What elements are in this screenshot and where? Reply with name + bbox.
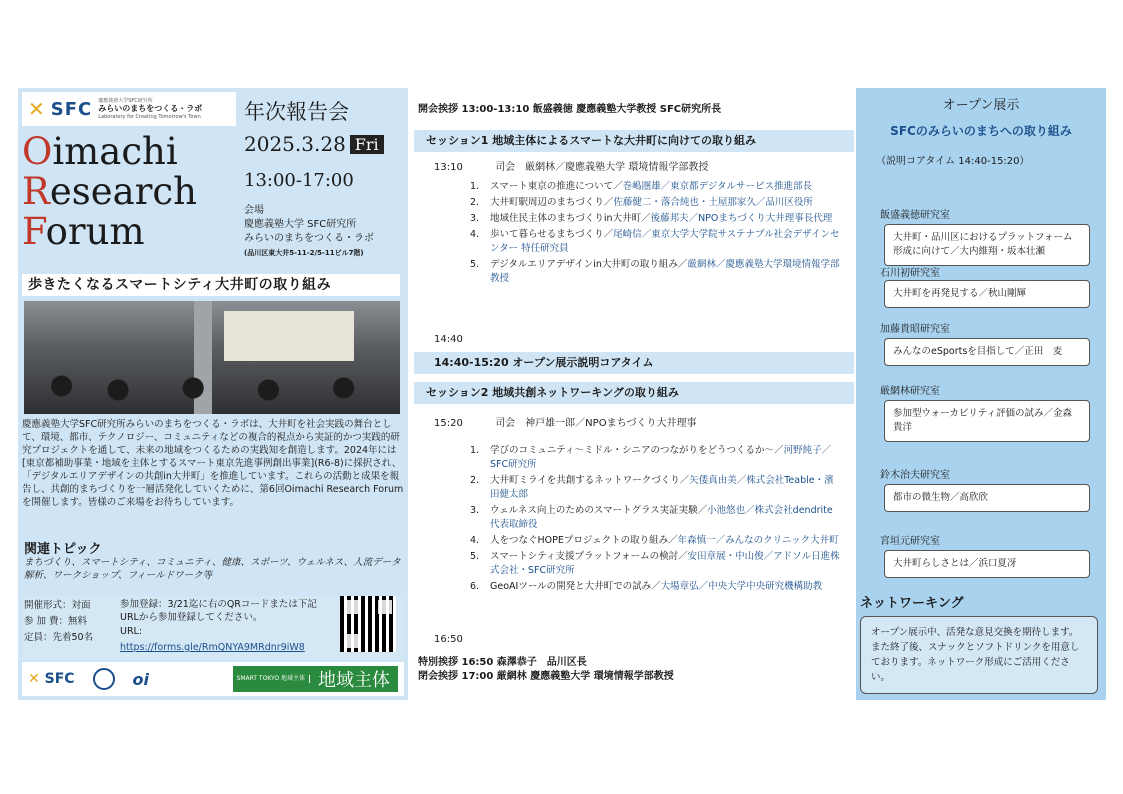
closing-remarks: 閉会挨拶 17:00 厳網林 慶應義塾大学 環境情報学部教授 [418, 671, 674, 682]
title-initial-f: F [22, 210, 46, 253]
item-speaker: 河野純子／SFC研究所 [490, 445, 832, 470]
capacity: 定員：先着50名 [24, 632, 94, 643]
session-2-end: 16:50 [434, 634, 463, 645]
item-title: 人をつなぐHOPEプロジェクトの取り組み／ [490, 535, 678, 546]
item-speaker: 小池悠也／株式会社dendrite代表取締役 [490, 505, 833, 530]
session-1-chair [434, 158, 708, 173]
lab-work: 大井町らしさとは／浜口夏冴 [884, 550, 1090, 578]
footer-oi-logo: oi [132, 669, 150, 689]
venue-block [244, 204, 374, 260]
special-remarks: 特別挨拶 16:50 森澤恭子 品川区長 [418, 657, 587, 668]
item-body [490, 534, 839, 548]
smart-tokyo-badge [233, 666, 398, 692]
networking-heading: ネットワーキング [860, 596, 964, 611]
item-body [490, 180, 812, 194]
registration-link[interactable]: https://forms.gle/RmQNYA9MRdnr9iW8 [120, 642, 305, 653]
exhibit-core-time: （説明コアタイム 14:40-15:20） [876, 156, 1030, 167]
date-value: 2025.3.28 [244, 132, 346, 156]
program-item [470, 504, 840, 532]
logo-lab-small: 慶應義塾大学SFC研究所 [98, 98, 153, 105]
program-panel [414, 88, 854, 700]
register-details [120, 598, 326, 656]
session-1-title: セッション1 地域主体によるスマートな大井町に向けての取り組み [414, 130, 854, 152]
item-title: GeoAIツールの開発と大井町での試み／ [490, 581, 661, 592]
badge-big-text: 地域主体 [318, 670, 390, 691]
item-body [490, 196, 813, 210]
session-1-chair-text: 司会 厳網林／慶應義塾大学 環境情報学部教授 [495, 162, 709, 173]
badge-small-text: SMART TOKYO 地域主体 [233, 675, 310, 683]
program-item [470, 180, 840, 194]
session-1-items [470, 180, 840, 288]
weekday-badge: Fri [350, 135, 384, 154]
description: 慶應義塾大学SFC研究所みらいのまちをつくる・ラボは、大井町を社会実践の舞台として、環境、都市、テクノロジー、コミュニティなどの複合的視点から実証的かつ実践的研究プロジェクトを通して、未来の地域をつくるための実践知を創造します。2024年には[東京都補助事業・地域を主体とするスマート東京先進事例創出事業](R6-8)に採択され、「デジタルエリアデザインの共創in大井町」を推進しています。これらの活動と成果を報告し、共創的まちづくりを一層活発化していくために、第6回Oimachi Research Forumを開催します。皆様のご来場をお待ちしています。 [22, 419, 404, 508]
logo-lab-text [98, 98, 202, 120]
item-speaker: 矢倭真由美／株式会社Teable・濱田健太郎 [490, 475, 834, 500]
venue-label: 会場 [244, 205, 264, 216]
item-body [490, 258, 840, 286]
item-speaker: 巻嶋圏雄／東京都デジタルサービス推進部長 [622, 181, 813, 192]
event-time: 13:00-17:00 [244, 170, 354, 191]
item-number: 3. [470, 213, 480, 224]
item-number: 6. [470, 581, 480, 592]
exhibit-heading: オープン展示 [942, 98, 1020, 113]
url-label: URL: [120, 626, 143, 637]
item-title: 地域住民主体のまちづくりin大井町／ [490, 213, 651, 224]
item-body [490, 550, 840, 578]
exhibit-panel [856, 88, 1106, 700]
session-1-start: 13:10 [434, 162, 463, 173]
lab-work: 大井町・品川区におけるプラットフォーム形成に向けて／大内維翔・坂本壮瀬 [884, 224, 1090, 266]
logo-sfc-text: SFC [50, 98, 93, 120]
item-number: 2. [470, 475, 480, 486]
item-speaker: 佐藤健二・落合純也・土屋那家久／品川区役所 [613, 197, 813, 208]
footer-sfc-logo: ✕ SFC [28, 671, 75, 687]
open-core-time: 14:40-15:20 オープン展示説明コアタイム [414, 352, 854, 374]
session-2-chair-text: 司会 神戸雄一郎／NPOまちづくり大井理事 [495, 418, 697, 429]
item-speaker: 大場章弘／中央大学中央研究機構助教 [660, 581, 823, 592]
item-body [490, 212, 832, 226]
footer-x-icon: ✕ [28, 671, 40, 687]
title-word-1: imachi [52, 130, 178, 173]
item-number: 4. [470, 535, 480, 546]
item-number: 1. [470, 445, 480, 456]
program-item [470, 212, 840, 226]
venue-line-1: 慶應義塾大学 SFC研究所 [244, 219, 357, 230]
venue-address: (品川区東大井5-11-2/5-11ビル7階) [244, 249, 364, 257]
item-title: 大井町駅周辺のまちづくり／ [490, 197, 614, 208]
lab-name: 飯盛義徳研究室 [880, 210, 950, 221]
session-2-start: 15:20 [434, 418, 463, 429]
lab-work: 都市の微生物／高欣欣 [884, 484, 1090, 512]
format: 開催形式：対面 [24, 600, 91, 611]
item-title: 大井町ミライを共創するネットワークづくり／ [490, 475, 690, 486]
item-body [490, 474, 840, 502]
item-number: 1. [470, 181, 480, 192]
item-number: 3. [470, 505, 480, 516]
lab-name: 厳網林研究室 [880, 386, 940, 397]
sfc-x-icon: ✕ [28, 97, 45, 121]
headline: 歩きたくなるスマートシティ大井町の取り組み [22, 274, 400, 296]
opening-remarks: 開会挨拶 13:00-13:10 飯盛義徳 慶應義塾大学教授 SFC研究所長 [418, 104, 722, 115]
item-title: スマートシティ支援プラットフォームの検討／ [490, 551, 688, 562]
forum-title [22, 132, 197, 252]
program-item [470, 228, 840, 256]
logo-lab-big: みらいのまちをつくる・ラボ [98, 104, 203, 114]
lab-name: 鈴木治夫研究室 [880, 470, 950, 481]
topics-text: まちづくり、スマートシティ、コミュニティ、健康、スポーツ、ウェルネス、人流データ解析、ワークショップ、フィールドワーク等 [24, 557, 401, 581]
item-title: スマート東京の推進について／ [490, 181, 623, 192]
lab-name: 石川初研究室 [880, 268, 940, 279]
item-body [490, 580, 822, 594]
topics-heading: 関連トピック [24, 542, 102, 557]
session-2-title: セッション2 地域共創ネットワーキングの取り組み [414, 382, 854, 404]
item-speaker: 後藤邦夫／NPOまちづくり大井理事長代理 [650, 213, 833, 224]
exhibit-subtitle: SFCのみらいのまちへの取り組み [890, 124, 1072, 138]
logo-lab-en: Laboratory for Creating Tomorrow's Town [98, 113, 201, 120]
item-number: 5. [470, 551, 480, 562]
qr-code-icon[interactable] [340, 596, 396, 652]
event-details [24, 598, 93, 646]
title-initial-o: O [22, 130, 53, 173]
footer-logos [22, 662, 404, 696]
event-photo [24, 301, 400, 414]
venue-line-2: みらいのまちをつくる・ラボ [244, 233, 374, 244]
program-item [470, 196, 840, 210]
program-item [470, 550, 840, 578]
item-speaker: 尾崎信／東京大学大学院サステナブル社会デザインセンター 特任研究員 [490, 229, 840, 254]
event-date [244, 132, 384, 156]
item-speaker: 厳網林／慶應義塾大学環境情報学部教授 [490, 259, 840, 284]
lab-name: 宮垣元研究室 [880, 536, 940, 547]
item-body [490, 228, 840, 256]
session-2-chair [434, 414, 696, 429]
register-text: 参加登録：3/21迄に右のQRコードまたは下記URLから参加登録してください。 [120, 599, 317, 623]
item-body [490, 444, 840, 472]
item-speaker: 年森慎一／みんなのクリニック大井町 [677, 535, 839, 546]
session-2-items [470, 444, 840, 596]
program-item [470, 580, 840, 594]
closing-block [418, 656, 674, 684]
title-word-2: esearch [49, 170, 197, 213]
item-number: 4. [470, 229, 480, 240]
flyer-left-panel [18, 88, 408, 700]
program-item [470, 258, 840, 286]
lab-work: みんなのeSportsを目指して／正田 麦 [884, 338, 1090, 366]
lab-work: 大井町を再発見する／秋山剛輝 [884, 280, 1090, 308]
sfc-lab-logo [22, 92, 236, 126]
program-item [470, 444, 840, 472]
registration-info [22, 596, 404, 660]
report-label: 年次報告会 [244, 100, 349, 124]
networking-text: オープン展示中、活発な意見交換を期待します。また終了後、スナックとソフトドリンクを用意しております。ネットワーク形成にご活用ください。 [860, 616, 1098, 694]
program-item [470, 474, 840, 502]
title-initial-r: R [22, 170, 50, 213]
lab-work: 参加型ウォーカビリティ評価の試み／金森貴洋 [884, 400, 1090, 442]
lab-name: 加藤貴昭研究室 [880, 324, 950, 335]
session-1-end: 14:40 [434, 334, 463, 345]
item-number: 5. [470, 259, 480, 270]
item-number: 2. [470, 197, 480, 208]
item-title: デジタルエリアデザインin大井町の取り組み／ [490, 259, 688, 270]
item-title: 歩いて暮らせるまちづくり／ [490, 229, 614, 240]
item-speaker: 安田章展・中山俊／アドソル日進株式会社・SFC研究所 [490, 551, 840, 576]
item-title: ウェルネス向上のためのスマートグラス実証実験／ [490, 505, 708, 516]
program-item [470, 534, 840, 548]
fee: 参 加 費：無料 [24, 616, 88, 627]
item-title: 学びのコミュニティ〜ミドル・シニアのつながりをどうつくるか〜／ [490, 445, 784, 456]
item-body [490, 504, 840, 532]
keio-emblem-icon [93, 668, 115, 690]
title-word-3: orum [45, 210, 145, 253]
